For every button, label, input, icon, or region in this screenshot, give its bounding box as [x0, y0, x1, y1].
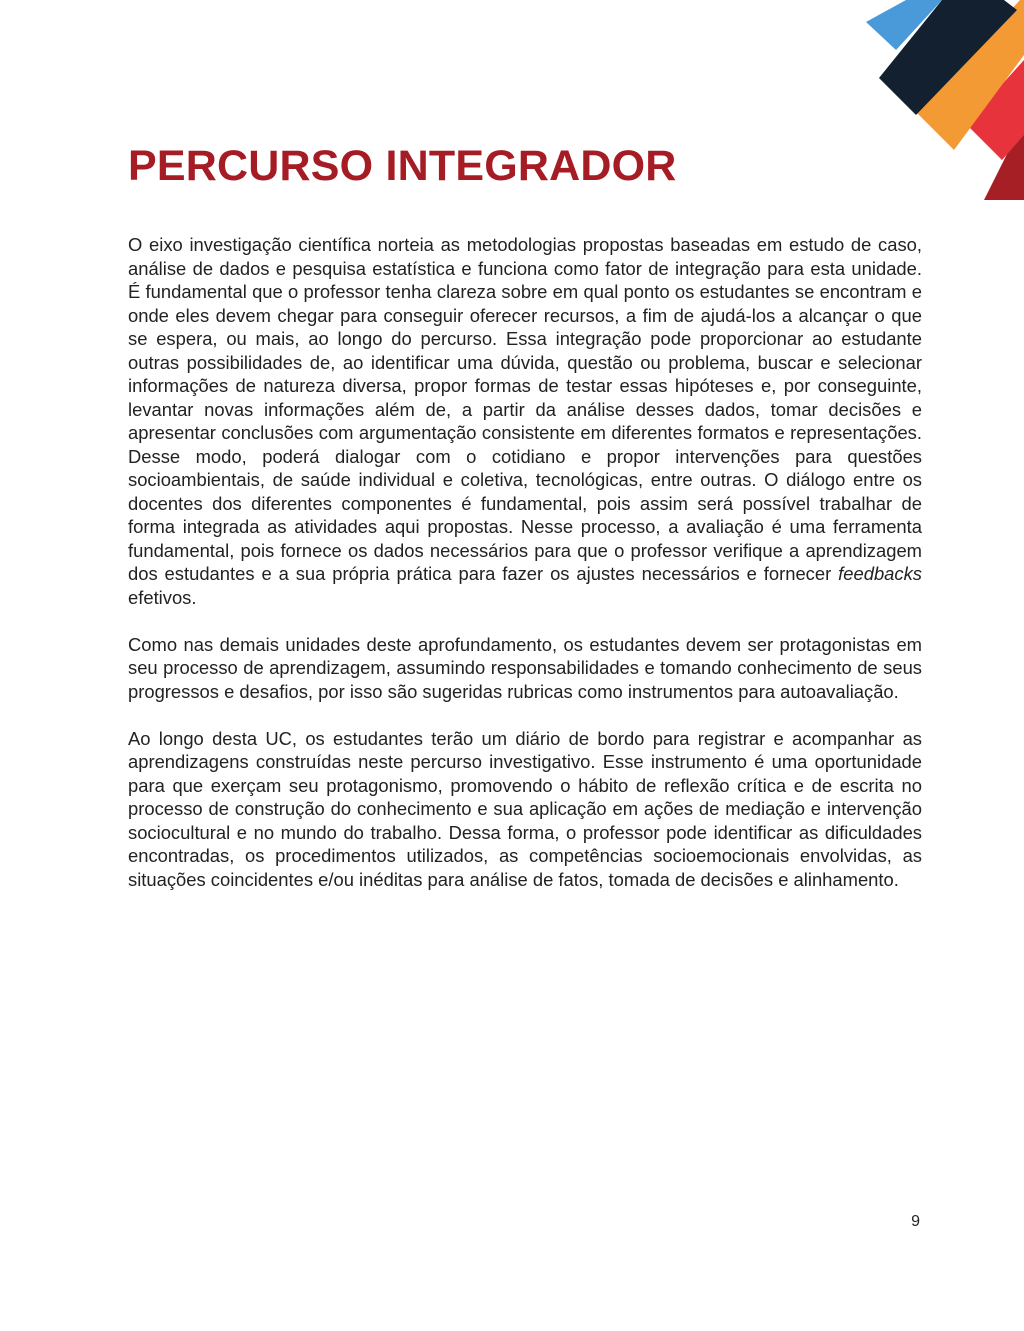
- paragraph-1: [128, 233, 922, 609]
- body-text: [128, 233, 922, 915]
- paragraph-1-text: O eixo investigação científica norteia as metodologias propostas baseadas em estudo de caso, análise de dados e pesquisa estatística e funciona como fator de integração para esta unidade. É fundamental que o professor tenha clareza sobre em qual ponto os estudantes se encontram e onde eles devem chegar para conseguir oferecer recursos, a fim de ajudá-los a alcançar o que se espera, ou mais, ao longo do percurso. Essa integração pode proporcionar ao estudante outras possibilidades de, ao identificar uma dúvida, questão ou problema, buscar e selecionar informações de natureza diversa, propor formas de testar essas hipóteses e, por conseguinte, levantar novas informações além de, a partir da análise desses dados, tomar decisões e apresentar conclusões com argumentação consistente em diferentes formatos e representações. Desse modo, poderá dialogar com o cotidiano e propor intervenções para questões socioambientais, de saúde individual e coletiva, tecnológicas, entre outras. O diálogo entre os docentes dos diferentes componentes é fundamental, pois assim será possível trabalhar de forma integrada as atividades aqui propostas. Nesse processo, a avaliação é uma ferramenta fundamental, pois fornece os dados necessários para que o professor verifique a aprendizagem dos estudantes e a sua própria prática para fazer os ajustes necessários e fornecer: [128, 234, 922, 584]
- paragraph-1-emphasis: feedbacks: [838, 563, 922, 584]
- page-number: 9: [911, 1213, 920, 1230]
- page-title: PERCURSO INTEGRADOR: [128, 142, 677, 190]
- paragraph-3: Ao longo desta UC, os estudantes terão um diário de bordo para registrar e acompanhar as aprendizagens construídas neste percurso investigativo. Esse instrumento é uma oportunidade para que exerçam seu protagonismo, promovendo o hábito de reflexão crítica e de escrita no processo de construção do conhecimento e sua aplicação em ações de mediação e intervenção sociocultural e no mundo do trabalho. Dessa forma, o professor pode identificar as dificuldades encontradas, os procedimentos utilizados, as competências socioemocionais envolvidas, as situações coincidentes e/ou inéditas para análise de fatos, tomada de decisões e alinhamento.: [128, 727, 922, 890]
- paragraph-2: Como nas demais unidades deste aprofundamento, os estudantes devem ser protagonistas em seu processo de aprendizagem, assumindo responsabilidades e tomando conhecimento de seus progressos e desafios, por isso são sugeridas rubricas como instrumentos para autoavaliação.: [128, 633, 922, 702]
- corner-stripes-decoration: [824, 0, 1024, 200]
- paragraph-1-end: efetivos.: [128, 586, 197, 608]
